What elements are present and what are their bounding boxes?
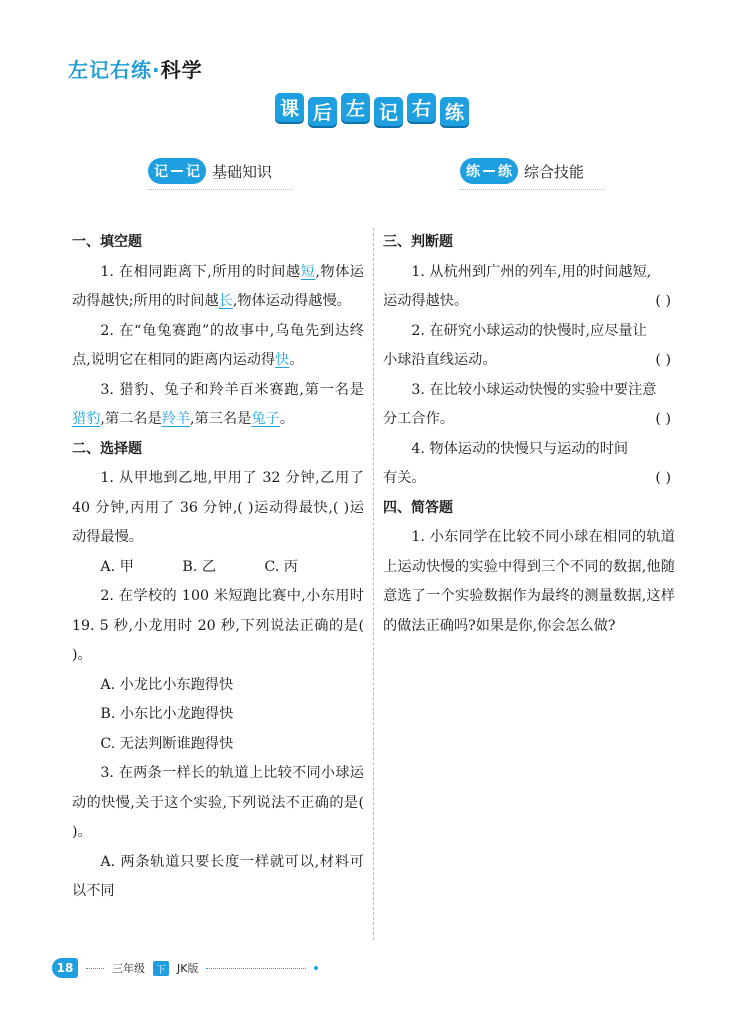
section-underline [148,188,292,190]
judge-item-2-last [383,346,675,376]
section-underline [460,188,604,190]
choice-q2: 2. 在学校的 100 米短跑比赛中,小东用时 19. 5 秒,小龙用时 20 秒,下列说法正确的是( )。 [72,588,364,663]
question-text: 。 [289,352,304,368]
answer-paren: ( ) [655,470,671,486]
choice-q1-options [72,553,364,583]
column-divider [373,228,374,940]
question-text: ,第二名是 [100,411,162,427]
footer-rule [206,968,306,969]
judge-item-1-last [383,287,675,317]
answer-paren: ( ) [655,293,671,309]
pill-dash [483,170,495,172]
title-char: 课 [275,93,304,122]
answer-fill: 羚羊 [161,411,191,427]
section-label: 基础知识 [212,162,273,181]
judge-text: 小球沿直线运动。 [383,352,497,368]
title-char: 左 [341,93,370,122]
question-text: ,物体运动得越快;所用的时间越 [72,263,364,309]
answer-fill: 猎豹 [72,411,101,427]
judge-item-1-first: 1. 从杭州到广州的列车,用的时间越短, [411,263,652,280]
option-c: C. 丙 [264,558,298,575]
option-b: B. 乙 [182,558,217,575]
answer-fill: 兔子 [251,411,280,427]
pill-char: 记 [154,164,168,180]
choice-q1: 1. 从甲地到乙地,甲用了 32 分钟,乙用了 40 分钟,丙用了 36 分钟,( )运动得最快,( )运动得最慢。 [72,470,364,545]
option-a: A. 甲 [100,558,134,575]
footer-term: 下 [153,961,169,976]
title-char: 记 [374,97,403,126]
judge-text: 有关。 [383,470,426,486]
footer-edition: JK版 [177,962,199,975]
pill-char: 记 [186,164,200,180]
section-pill [148,158,206,184]
section-header-skills [460,158,584,184]
footer-dot [314,966,318,970]
answer-paren: ( ) [655,411,671,427]
fill-blank-q2 [72,317,364,376]
question-text: 3. 猎豹、兔子和羚羊百米赛跑,第一名是 [100,381,364,398]
page-footer [52,958,318,978]
question-text: ,物体运动得越慢。 [232,293,351,309]
section-header-basic [148,158,272,184]
title-char: 后 [308,97,337,126]
answer-fill: 快 [275,352,290,368]
option-c: C. 无法判断谁跑得快 [100,735,234,752]
section-pill [460,158,518,184]
option-b: B. 小东比小龙跑得快 [100,706,234,722]
brand-separator: · [152,58,161,82]
footer-grade: 三年级 [112,962,145,975]
choice-heading: 二、选择题 [72,440,142,457]
section-label: 综合技能 [524,162,585,181]
brand-header [68,54,203,83]
title-char: 练 [440,97,469,126]
judge-item-4-first: 4. 物体运动的快慢只与运动的时间 [411,440,629,457]
brand-subject: 科学 [160,58,203,82]
judge-item-2-first: 2. 在研究小球运动的快慢时,应尽量让 [411,322,647,339]
answer-fill: 长 [218,293,233,309]
right-column [383,228,675,641]
short-answer-q1: 1. 小东同学在比较不同小球在相同的轨道上运动快慢的实验中得到三个不同的数据,他随意选了一个实验数据作为最终的测量数据,这样的做法正确吗?如果是你,你会怎么做? [383,529,675,634]
fill-blank-q3 [72,376,364,435]
footer-rule [86,968,104,969]
pill-char: 练 [498,164,512,180]
question-text: 。 [279,411,294,427]
fill-blank-heading: 一、填空题 [72,234,142,250]
question-text: 1. 在相同距离下,所用的时间越 [100,263,301,280]
judge-item-4-last [383,464,675,494]
judge-item-3-last [383,405,675,435]
answer-fill: 短 [300,263,316,280]
option-a: A. 小龙比小东跑得快 [100,676,234,693]
brand-name: 左记右练 [68,58,152,82]
page-number: 18 [52,958,78,978]
answer-paren: ( ) [655,352,671,368]
choice-q3: 3. 在两条一样长的轨道上比较不同小球运动的快慢,关于这个实验,下列说法不正确的是( )。 [72,765,364,840]
judge-text: 分工合作。 [383,411,454,427]
judge-text: 运动得越快。 [383,293,469,309]
judge-item-3-first: 3. 在比较小球运动快慢的实验中要注意 [411,381,657,398]
question-text: 2. 在“龟兔赛跑”的故事中,乌龟先到达终点,说明它在相同的距离内运动得 [72,322,364,368]
pill-char: 练 [466,164,480,180]
judge-heading: 三、判断题 [383,234,453,250]
left-column [72,228,364,907]
page-title [0,93,744,126]
fill-blank-q1 [72,258,364,317]
short-answer-heading: 四、简答题 [383,499,453,516]
question-text: ,第三名是 [190,411,252,427]
option-a: A. 两条轨道只要长度一样就可以,材料可以不同 [72,853,364,899]
title-char: 右 [407,93,436,122]
pill-dash [171,170,183,172]
